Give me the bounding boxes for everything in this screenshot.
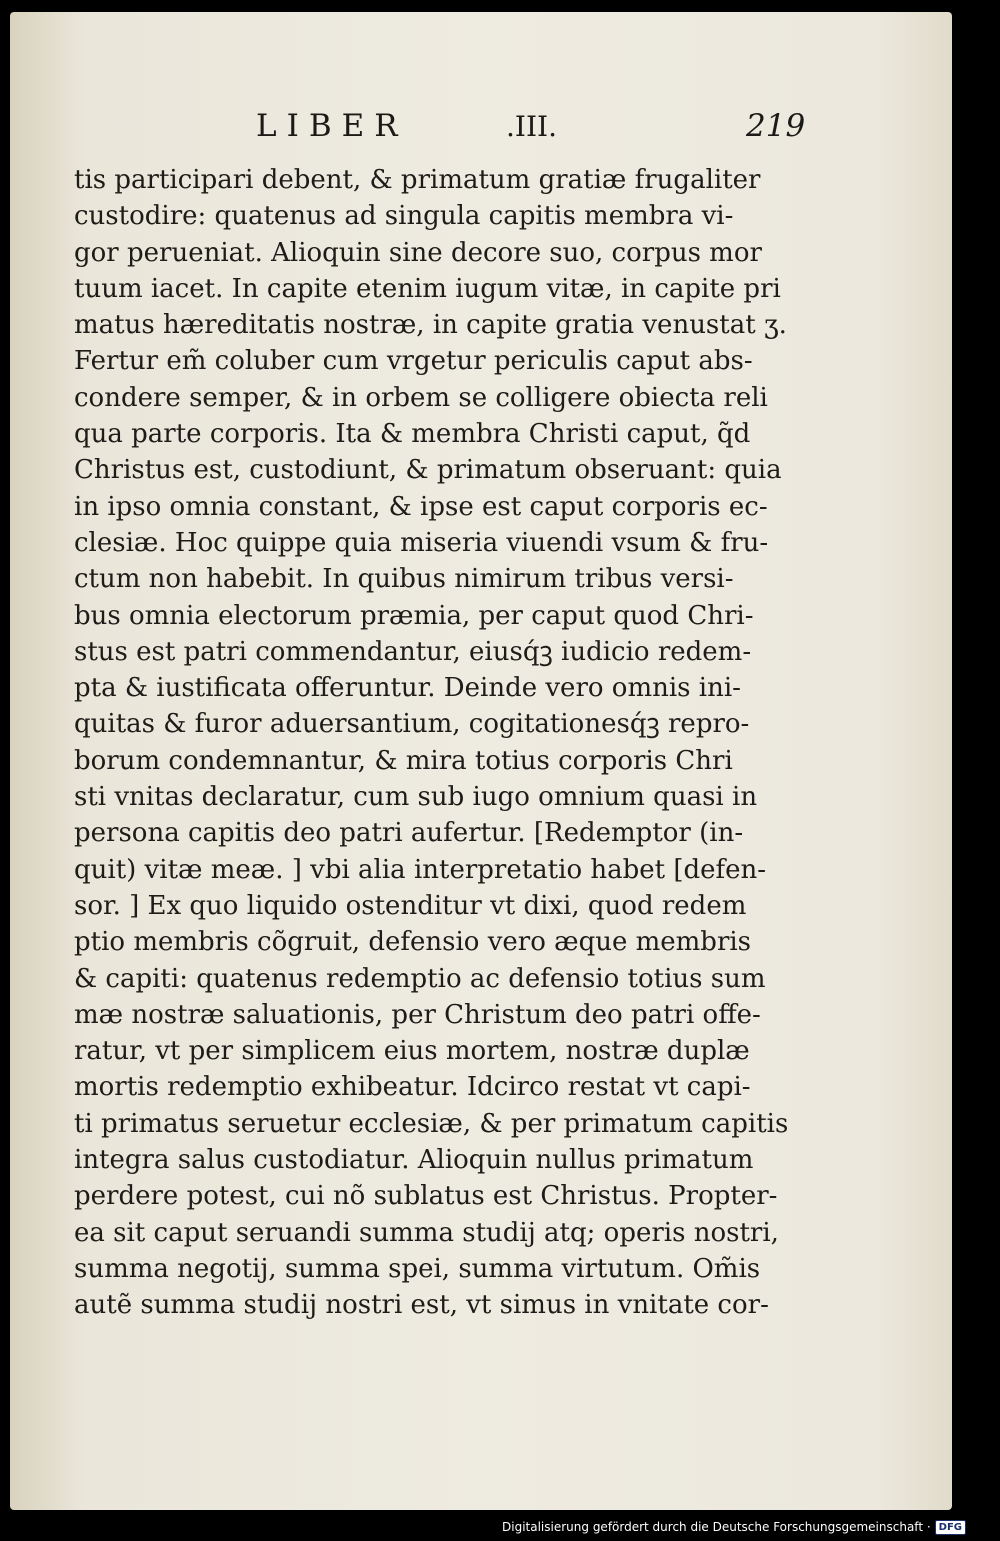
text-line: ea sit caput seruandi summa studij atq; operis nostri, — [74, 1217, 779, 1248]
text-line: Christus est, custodiunt, & primatum obseruant: quia — [74, 455, 782, 486]
body-text — [74, 162, 802, 1324]
page-number: 219 — [746, 108, 806, 144]
text-line: persona capitis deo patri aufertur. [Redemptor (in- — [74, 818, 744, 849]
text-line: custodire: quatenus ad singula capitis membra vi- — [74, 201, 734, 232]
credit-text: Digitalisierung gefördert durch die Deutsche Forschungsgemeinschaft · — [502, 1520, 931, 1534]
text-line: ctum non habebit. In quibus nimirum tribus versi- — [74, 564, 734, 595]
text-line: condere semper, & in orbem se colligere obiecta reli — [74, 382, 768, 413]
text-line: integra salus custodiatur. Alioquin nullus primatum — [74, 1145, 754, 1176]
text-line: mortis redemptio exhibeatur. Idcirco restat vt capi- — [74, 1072, 751, 1103]
text-line: borum condemnantur, & mira totius corporis Chri — [74, 745, 733, 776]
text-line: tuum iacet. In capite etenim iugum vitæ, in capite pri — [74, 273, 781, 304]
book-number: .III. — [506, 110, 557, 143]
text-line: quit) vitæ meæ. ] vbi alia interpretatio habet [defen- — [74, 854, 767, 885]
text-line: sor. ] Ex quo liquido ostenditur vt dixi, quod redem — [74, 890, 747, 921]
text-line: autẽ summa studij nostri est, vt simus in vnitate cor- — [74, 1290, 769, 1321]
text-line: stus est patri commendantur, eiusq́ꝫ iudicio redem- — [74, 636, 752, 667]
page-header — [10, 108, 952, 148]
digitization-credit — [502, 1516, 966, 1538]
text-line: quitas & furor aduersantium, cogitationesq́ꝫ repro- — [74, 709, 750, 740]
text-line: bus omnia electorum præmia, per caput quod Chri- — [74, 600, 754, 631]
text-line: summa negotij, summa spei, summa virtutum. Om̃is — [74, 1253, 761, 1284]
dfg-logo: DFG — [935, 1520, 966, 1535]
text-line: perdere potest, cui nõ sublatus est Christus. Propter- — [74, 1181, 778, 1212]
text-line: mæ nostræ saluationis, per Christum deo patri offe- — [74, 999, 761, 1030]
text-line: clesiæ. Hoc quippe quia miseria viuendi vsum & fru- — [74, 527, 769, 558]
text-line: matus hæreditatis nostræ, in capite gratia venustat ʒ. — [74, 310, 787, 341]
text-line: ti primatus seruetur ecclesiæ, & per primatum capitis — [74, 1108, 789, 1139]
text-line: qua parte corporis. Ita & membra Christi caput, q̃d — [74, 419, 751, 450]
text-line: tis participari debent, & primatum gratiæ frugaliter — [74, 165, 761, 195]
text-line: pta & iustificata offeruntur. Deinde vero omnis ini- — [74, 673, 741, 704]
text-line: ptio membris cõgruit, defensio vero æque membris — [74, 927, 752, 958]
text-line: & capiti: quatenus redemptio ac defensio totius sum — [74, 963, 766, 994]
running-title: LIBER — [256, 108, 408, 144]
text-line: gor perueniat. Alioquin sine decore suo, corpus mor — [74, 237, 762, 268]
book-page — [10, 12, 952, 1510]
text-line: sti vnitas declaratur, cum sub iugo omnium quasi in — [74, 782, 758, 813]
text-line: in ipso omnia constant, & ipse est caput corporis ec- — [74, 491, 768, 522]
text-line: ratur, vt per simplicem eius mortem, nostræ duplæ — [74, 1036, 750, 1067]
text-line: Fertur em̃ coluber cum vrgetur periculis caput abs- — [74, 346, 753, 377]
